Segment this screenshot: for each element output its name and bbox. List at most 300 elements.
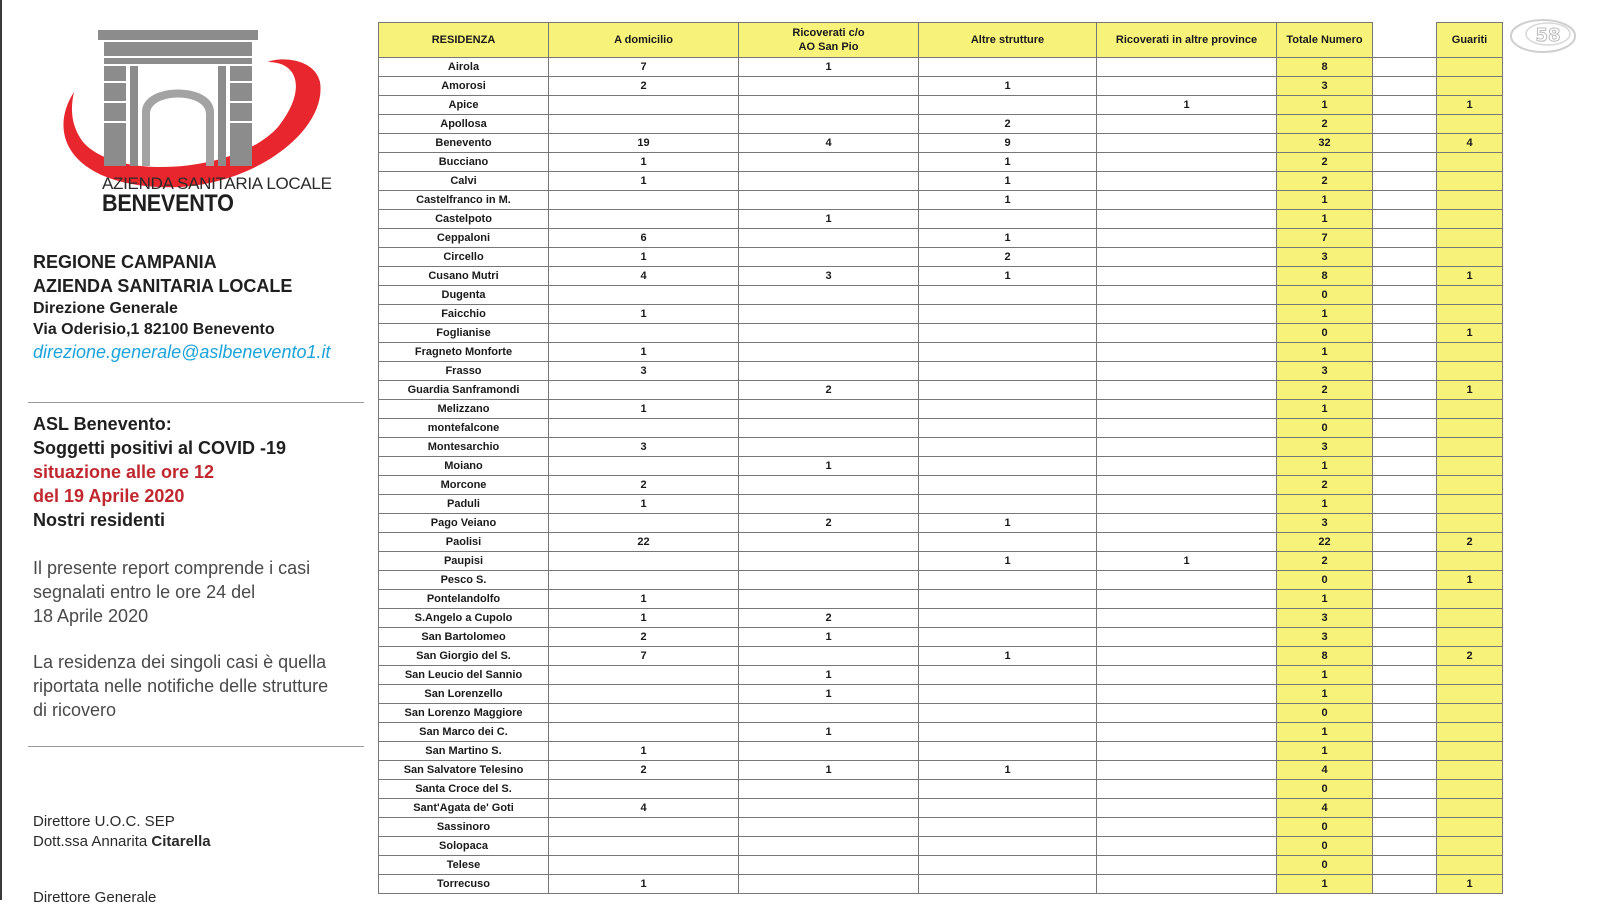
channel-logo: [1508, 16, 1578, 56]
cell-totale: 1: [1277, 685, 1373, 704]
table-row: [379, 837, 1503, 856]
cell-altre-province: [1097, 647, 1277, 666]
cell-totale: 3: [1277, 514, 1373, 533]
table-row: [379, 647, 1503, 666]
cell-residenza: Sant'Agata de' Goti: [379, 799, 549, 818]
cell-guariti: 1: [1437, 267, 1503, 286]
cell-domicilio: 19: [549, 134, 739, 153]
cell-ricoverati-san-pio: [739, 742, 919, 761]
table-row: [379, 419, 1503, 438]
cell-totale: 3: [1277, 77, 1373, 96]
table-row: [379, 305, 1503, 324]
cell-totale: 0: [1277, 324, 1373, 343]
cell-altre-province: [1097, 419, 1277, 438]
cell-domicilio: 1: [549, 343, 739, 362]
cell-totale: 0: [1277, 419, 1373, 438]
table-row: [379, 875, 1503, 894]
cell-domicilio: [549, 856, 739, 875]
cell-totale: 0: [1277, 837, 1373, 856]
cell-domicilio: [549, 837, 739, 856]
cell-totale: 2: [1277, 381, 1373, 400]
cell-residenza: Telese: [379, 856, 549, 875]
cell-altre-province: [1097, 362, 1277, 381]
cell-altre-province: [1097, 685, 1277, 704]
table-row: [379, 799, 1503, 818]
cell-guariti: 1: [1437, 324, 1503, 343]
cell-domicilio: 3: [549, 438, 739, 457]
table-row: [379, 742, 1503, 761]
cell-altre-strutture: 1: [919, 552, 1097, 571]
cell-altre-province: [1097, 343, 1277, 362]
table-row: [379, 552, 1503, 571]
cell-guariti: [1437, 723, 1503, 742]
cell-domicilio: [549, 818, 739, 837]
cell-blank: [1373, 837, 1437, 856]
cell-blank: [1373, 286, 1437, 305]
cell-totale: 4: [1277, 761, 1373, 780]
cell-blank: [1373, 495, 1437, 514]
cell-altre-strutture: 9: [919, 134, 1097, 153]
cell-altre-strutture: 1: [919, 229, 1097, 248]
cell-residenza: Fragneto Monforte: [379, 343, 549, 362]
cell-domicilio: 1: [549, 495, 739, 514]
table-row: [379, 248, 1503, 267]
cell-residenza: Torrecuso: [379, 875, 549, 894]
cell-altre-province: [1097, 381, 1277, 400]
report-title-line1: ASL Benevento:: [33, 414, 172, 434]
header-ricoverati-line2: AO San Pio: [798, 41, 859, 53]
cell-blank: [1373, 324, 1437, 343]
cell-guariti: [1437, 476, 1503, 495]
cell-altre-province: [1097, 495, 1277, 514]
cell-residenza: San Martino S.: [379, 742, 549, 761]
cell-ricoverati-san-pio: [739, 571, 919, 590]
cell-blank: [1373, 780, 1437, 799]
cell-residenza: Ceppaloni: [379, 229, 549, 248]
cell-blank: [1373, 229, 1437, 248]
cell-blank: [1373, 381, 1437, 400]
cell-ricoverati-san-pio: 2: [739, 381, 919, 400]
cell-ricoverati-san-pio: [739, 780, 919, 799]
table-row: [379, 685, 1503, 704]
table-row: [379, 438, 1503, 457]
cell-domicilio: [549, 514, 739, 533]
cell-altre-strutture: [919, 856, 1097, 875]
cell-altre-province: [1097, 704, 1277, 723]
cell-altre-strutture: 1: [919, 153, 1097, 172]
cell-blank: [1373, 818, 1437, 837]
report-subtitle: Nostri residenti: [33, 510, 166, 530]
cell-guariti: [1437, 191, 1503, 210]
cell-residenza: Benevento: [379, 134, 549, 153]
cell-altre-strutture: [919, 286, 1097, 305]
cell-altre-strutture: 2: [919, 115, 1097, 134]
cell-ricoverati-san-pio: [739, 590, 919, 609]
cell-altre-province: [1097, 191, 1277, 210]
cell-guariti: [1437, 685, 1503, 704]
cell-totale: 1: [1277, 457, 1373, 476]
table-row: [379, 628, 1503, 647]
cell-residenza: Cusano Mutri: [379, 267, 549, 286]
cell-guariti: 1: [1437, 875, 1503, 894]
cell-totale: 2: [1277, 153, 1373, 172]
cell-residenza: San Salvatore Telesino: [379, 761, 549, 780]
cell-ricoverati-san-pio: [739, 229, 919, 248]
cell-domicilio: 7: [549, 58, 739, 77]
cell-totale: 1: [1277, 666, 1373, 685]
cell-domicilio: 1: [549, 609, 739, 628]
cell-ricoverati-san-pio: [739, 419, 919, 438]
cell-domicilio: [549, 780, 739, 799]
table-row: [379, 191, 1503, 210]
cell-residenza: Paolisi: [379, 533, 549, 552]
cell-ricoverati-san-pio: [739, 533, 919, 552]
cell-blank: [1373, 875, 1437, 894]
cell-altre-province: [1097, 115, 1277, 134]
cell-totale: 22: [1277, 533, 1373, 552]
cell-blank: [1373, 248, 1437, 267]
cell-residenza: San Lorenzo Maggiore: [379, 704, 549, 723]
channel-logo-number: 58: [1535, 25, 1561, 46]
table-row: [379, 172, 1503, 191]
cell-residenza: Airola: [379, 58, 549, 77]
cell-domicilio: [549, 704, 739, 723]
cell-altre-province: [1097, 723, 1277, 742]
cell-ricoverati-san-pio: 1: [739, 685, 919, 704]
cell-blank: [1373, 533, 1437, 552]
cell-blank: [1373, 514, 1437, 533]
table-row: [379, 286, 1503, 305]
cell-residenza: Paduli: [379, 495, 549, 514]
cell-ricoverati-san-pio: [739, 476, 919, 495]
cell-altre-strutture: [919, 704, 1097, 723]
cell-altre-strutture: [919, 742, 1097, 761]
header-domicilio: A domicilio: [549, 23, 739, 58]
cell-residenza: Frasso: [379, 362, 549, 381]
cell-altre-strutture: 1: [919, 172, 1097, 191]
cell-residenza: montefalcone: [379, 419, 549, 438]
cell-residenza: Solopaca: [379, 837, 549, 856]
header-ricoverati-line1: Ricoverati c/o: [792, 27, 865, 39]
cell-domicilio: [549, 210, 739, 229]
cell-altre-province: [1097, 153, 1277, 172]
cell-residenza: Bucciano: [379, 153, 549, 172]
cell-guariti: [1437, 229, 1503, 248]
report-title-line2: Soggetti positivi al COVID -19: [33, 438, 287, 458]
cell-guariti: [1437, 419, 1503, 438]
cell-ricoverati-san-pio: [739, 172, 919, 191]
cell-altre-province: [1097, 286, 1277, 305]
cell-domicilio: [549, 685, 739, 704]
cell-blank: [1373, 115, 1437, 134]
cell-ricoverati-san-pio: 1: [739, 723, 919, 742]
cell-guariti: [1437, 172, 1503, 191]
cell-altre-province: [1097, 305, 1277, 324]
cell-guariti: [1437, 58, 1503, 77]
cell-residenza: S.Angelo a Cupolo: [379, 609, 549, 628]
table-row: [379, 514, 1503, 533]
cell-blank: [1373, 267, 1437, 286]
region-name: REGIONE CAMPANIA: [33, 252, 217, 272]
header-totale: Totale Numero: [1277, 23, 1373, 58]
cell-residenza: San Marco dei C.: [379, 723, 549, 742]
table-row: [379, 267, 1503, 286]
cell-residenza: Faicchio: [379, 305, 549, 324]
cell-guariti: [1437, 704, 1503, 723]
table-row: [379, 134, 1503, 153]
cell-guariti: [1437, 77, 1503, 96]
cell-ricoverati-san-pio: [739, 438, 919, 457]
header-ricoverati-san-pio: [739, 23, 919, 58]
cell-altre-strutture: [919, 96, 1097, 115]
cell-altre-strutture: [919, 362, 1097, 381]
cell-guariti: [1437, 856, 1503, 875]
cell-altre-strutture: [919, 400, 1097, 419]
note2-line3: di ricovero: [33, 700, 117, 720]
cell-blank: [1373, 210, 1437, 229]
cell-altre-province: [1097, 666, 1277, 685]
cell-altre-strutture: [919, 476, 1097, 495]
table-row: [379, 818, 1503, 837]
cell-domicilio: 6: [549, 229, 739, 248]
cell-ricoverati-san-pio: [739, 77, 919, 96]
cell-blank: [1373, 58, 1437, 77]
cell-blank: [1373, 590, 1437, 609]
cell-totale: 0: [1277, 286, 1373, 305]
cell-residenza: San Leucio del Sannio: [379, 666, 549, 685]
cell-domicilio: 1: [549, 875, 739, 894]
cell-residenza: San Lorenzello: [379, 685, 549, 704]
cell-altre-province: [1097, 210, 1277, 229]
sep-director-name: [33, 832, 211, 852]
cell-altre-strutture: [919, 818, 1097, 837]
table-row: [379, 590, 1503, 609]
cell-altre-province: [1097, 799, 1277, 818]
cell-altre-strutture: 1: [919, 77, 1097, 96]
cell-guariti: [1437, 400, 1503, 419]
cell-residenza: Circello: [379, 248, 549, 267]
cell-blank: [1373, 419, 1437, 438]
cell-totale: 3: [1277, 362, 1373, 381]
cell-residenza: Castelfranco in M.: [379, 191, 549, 210]
cell-blank: [1373, 628, 1437, 647]
cell-altre-province: [1097, 172, 1277, 191]
cell-ricoverati-san-pio: 1: [739, 666, 919, 685]
cell-altre-strutture: 1: [919, 761, 1097, 780]
cell-guariti: [1437, 666, 1503, 685]
cell-residenza: Apice: [379, 96, 549, 115]
cell-ricoverati-san-pio: 4: [739, 134, 919, 153]
cell-guariti: [1437, 780, 1503, 799]
header-altre-province: Ricoverati in altre province: [1097, 23, 1277, 58]
cell-ricoverati-san-pio: [739, 856, 919, 875]
cell-altre-province: [1097, 571, 1277, 590]
table-row: [379, 780, 1503, 799]
cell-domicilio: [549, 457, 739, 476]
cell-totale: 1: [1277, 343, 1373, 362]
cell-totale: 1: [1277, 305, 1373, 324]
cell-ricoverati-san-pio: [739, 305, 919, 324]
table-row: [379, 704, 1503, 723]
cell-ricoverati-san-pio: [739, 153, 919, 172]
cell-altre-province: [1097, 590, 1277, 609]
cell-guariti: [1437, 343, 1503, 362]
cell-domicilio: [549, 419, 739, 438]
cell-guariti: [1437, 837, 1503, 856]
cell-residenza: Santa Croce del S.: [379, 780, 549, 799]
cell-residenza: Castelpoto: [379, 210, 549, 229]
cell-domicilio: [549, 552, 739, 571]
cell-blank: [1373, 476, 1437, 495]
table-row: [379, 666, 1503, 685]
cell-guariti: [1437, 742, 1503, 761]
cell-blank: [1373, 856, 1437, 875]
cell-totale: 2: [1277, 552, 1373, 571]
cell-guariti: [1437, 210, 1503, 229]
cell-totale: 8: [1277, 647, 1373, 666]
cell-altre-province: [1097, 134, 1277, 153]
divider: [28, 746, 364, 747]
note2-line2: riportata nelle notifiche delle strutture: [33, 676, 329, 696]
table-row: [379, 324, 1503, 343]
table-row: [379, 400, 1503, 419]
cell-domicilio: 2: [549, 476, 739, 495]
cell-guariti: 4: [1437, 134, 1503, 153]
cell-blank: [1373, 153, 1437, 172]
cell-altre-strutture: [919, 58, 1097, 77]
cell-residenza: Melizzano: [379, 400, 549, 419]
cell-altre-strutture: [919, 628, 1097, 647]
header-guariti: Guariti: [1437, 23, 1503, 58]
cell-altre-strutture: 2: [919, 248, 1097, 267]
cell-altre-strutture: [919, 609, 1097, 628]
table-row: [379, 153, 1503, 172]
cell-altre-strutture: 1: [919, 267, 1097, 286]
cell-ricoverati-san-pio: [739, 400, 919, 419]
cell-blank: [1373, 77, 1437, 96]
cell-altre-province: [1097, 742, 1277, 761]
cell-altre-strutture: [919, 324, 1097, 343]
cell-ricoverati-san-pio: 1: [739, 761, 919, 780]
agency-name: AZIENDA SANITARIA LOCALE: [33, 276, 293, 296]
address: Via Oderisio,1 82100 Benevento: [33, 321, 275, 338]
cell-ricoverati-san-pio: [739, 343, 919, 362]
cell-guariti: [1437, 514, 1503, 533]
logo-caption-city: BENEVENTO: [102, 190, 234, 217]
cell-altre-province: 1: [1097, 552, 1277, 571]
cell-guariti: 1: [1437, 571, 1503, 590]
cell-blank: [1373, 761, 1437, 780]
cell-blank: [1373, 172, 1437, 191]
cell-residenza: Pontelandolfo: [379, 590, 549, 609]
cell-altre-strutture: 1: [919, 191, 1097, 210]
cell-totale: 0: [1277, 571, 1373, 590]
cell-domicilio: 1: [549, 153, 739, 172]
cell-domicilio: 4: [549, 799, 739, 818]
cell-ricoverati-san-pio: 2: [739, 609, 919, 628]
cell-blank: [1373, 134, 1437, 153]
header-residenza: RESIDENZA: [379, 23, 549, 58]
cell-guariti: [1437, 609, 1503, 628]
cell-altre-province: [1097, 780, 1277, 799]
cell-altre-province: [1097, 533, 1277, 552]
table-row: [379, 210, 1503, 229]
cell-domicilio: [549, 96, 739, 115]
cell-domicilio: 1: [549, 400, 739, 419]
cell-totale: 1: [1277, 742, 1373, 761]
cell-altre-strutture: 1: [919, 514, 1097, 533]
cell-guariti: [1437, 248, 1503, 267]
cell-ricoverati-san-pio: 1: [739, 210, 919, 229]
cell-totale: 1: [1277, 875, 1373, 894]
table-row: [379, 77, 1503, 96]
cell-ricoverati-san-pio: 1: [739, 58, 919, 77]
cell-totale: 3: [1277, 628, 1373, 647]
cell-residenza: San Giorgio del S.: [379, 647, 549, 666]
cell-altre-strutture: [919, 837, 1097, 856]
cell-altre-province: [1097, 438, 1277, 457]
table-row: [379, 362, 1503, 381]
cell-domicilio: [549, 115, 739, 134]
cell-guariti: [1437, 457, 1503, 476]
cell-totale: 8: [1277, 267, 1373, 286]
note2-line1: La residenza dei singoli casi è quella: [33, 652, 327, 672]
cell-totale: 2: [1277, 115, 1373, 134]
cell-residenza: Moiano: [379, 457, 549, 476]
cell-altre-strutture: [919, 210, 1097, 229]
cell-guariti: 2: [1437, 533, 1503, 552]
cell-residenza: Guardia Sanframondi: [379, 381, 549, 400]
cell-blank: [1373, 704, 1437, 723]
cell-residenza: Dugenta: [379, 286, 549, 305]
cell-domicilio: [549, 571, 739, 590]
cell-altre-strutture: 1: [919, 647, 1097, 666]
cell-blank: [1373, 685, 1437, 704]
email-link[interactable]: direzione.generale@aslbenevento1.it: [33, 342, 331, 362]
cell-residenza: Sassinoro: [379, 818, 549, 837]
cell-ricoverati-san-pio: [739, 362, 919, 381]
general-director-title: Direttore Generale: [33, 889, 157, 906]
table-row: [379, 761, 1503, 780]
cell-ricoverati-san-pio: [739, 286, 919, 305]
cell-blank: [1373, 457, 1437, 476]
cell-blank: [1373, 343, 1437, 362]
cell-altre-province: [1097, 248, 1277, 267]
cell-guariti: [1437, 552, 1503, 571]
cell-guariti: [1437, 362, 1503, 381]
cell-altre-strutture: [919, 799, 1097, 818]
cell-domicilio: [549, 723, 739, 742]
cell-blank: [1373, 609, 1437, 628]
cell-altre-province: [1097, 628, 1277, 647]
cell-altre-strutture: [919, 571, 1097, 590]
cell-domicilio: 1: [549, 742, 739, 761]
cell-altre-province: [1097, 77, 1277, 96]
cell-domicilio: 1: [549, 590, 739, 609]
cell-ricoverati-san-pio: [739, 552, 919, 571]
cell-guariti: 2: [1437, 647, 1503, 666]
cell-totale: 7: [1277, 229, 1373, 248]
cell-domicilio: 2: [549, 77, 739, 96]
cell-altre-strutture: [919, 457, 1097, 476]
cell-domicilio: 4: [549, 267, 739, 286]
cell-residenza: San Bartolomeo: [379, 628, 549, 647]
cell-totale: 1: [1277, 191, 1373, 210]
cell-altre-strutture: [919, 875, 1097, 894]
cell-blank: [1373, 438, 1437, 457]
cell-ricoverati-san-pio: [739, 818, 919, 837]
table-row: [379, 856, 1503, 875]
